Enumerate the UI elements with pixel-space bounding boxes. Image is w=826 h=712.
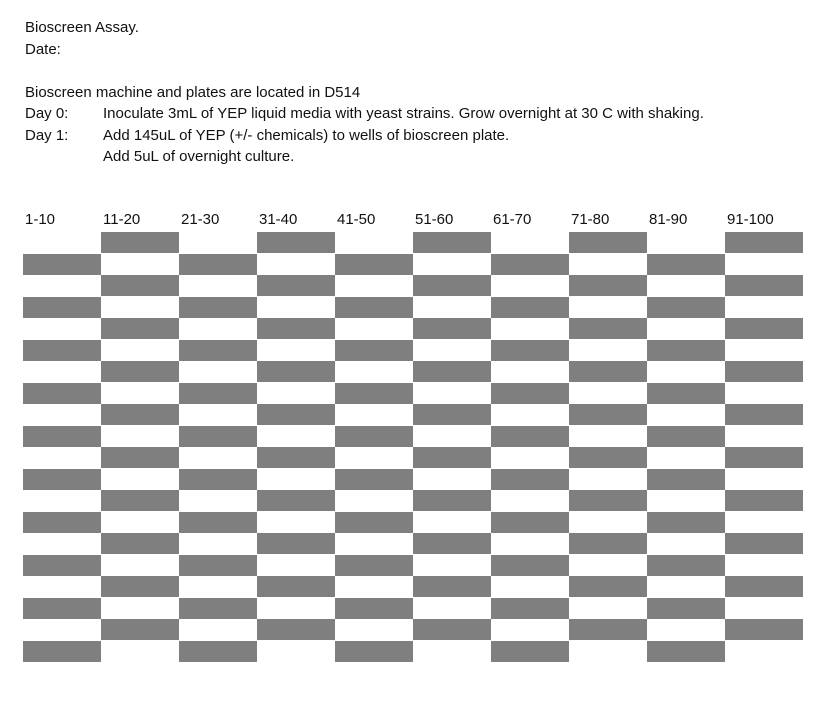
plate-well-shaded bbox=[23, 297, 101, 318]
plate-well-shaded bbox=[413, 533, 491, 554]
plate-well-shaded bbox=[413, 232, 491, 253]
plate-well-shaded bbox=[569, 318, 647, 339]
plate-well-shaded bbox=[491, 340, 569, 361]
plate-well-shaded bbox=[23, 555, 101, 576]
plate-well-shaded bbox=[647, 469, 725, 490]
plate-well-shaded bbox=[413, 318, 491, 339]
plate-well-shaded bbox=[335, 469, 413, 490]
plate-well-shaded bbox=[725, 576, 803, 597]
plate-well-shaded bbox=[725, 361, 803, 382]
plate-well-shaded bbox=[335, 340, 413, 361]
plate-well-shaded bbox=[101, 533, 179, 554]
plate-well-shaded bbox=[23, 512, 101, 533]
plate-well-shaded bbox=[257, 404, 335, 425]
plate-well-shaded bbox=[257, 619, 335, 640]
plate-column-header: 31-40 bbox=[259, 211, 298, 228]
plate-well-shaded bbox=[413, 576, 491, 597]
plate-well-shaded bbox=[569, 232, 647, 253]
plate-column-header: 71-80 bbox=[571, 211, 610, 228]
plate-well-shaded bbox=[491, 469, 569, 490]
plate-well-shaded bbox=[647, 641, 725, 662]
plate-column-header: 61-70 bbox=[493, 211, 532, 228]
plate-well-shaded bbox=[647, 598, 725, 619]
plate-well-shaded bbox=[335, 598, 413, 619]
plate-well-shaded bbox=[179, 254, 257, 275]
plate-well-shaded bbox=[101, 404, 179, 425]
plate-well-shaded bbox=[257, 533, 335, 554]
plate-well-shaded bbox=[23, 254, 101, 275]
plate-well-shaded bbox=[569, 619, 647, 640]
plate-well-shaded bbox=[257, 232, 335, 253]
plate-well-shaded bbox=[569, 447, 647, 468]
plate-well-shaded bbox=[569, 404, 647, 425]
plate-well-shaded bbox=[179, 555, 257, 576]
plate-well-shaded bbox=[725, 533, 803, 554]
plate-well-shaded bbox=[257, 361, 335, 382]
plate-well-shaded bbox=[335, 641, 413, 662]
plate-well-shaded bbox=[23, 469, 101, 490]
plate-well-shaded bbox=[569, 275, 647, 296]
plate-well-shaded bbox=[179, 426, 257, 447]
step-day-label: Day 1: bbox=[25, 127, 69, 144]
plate-well-shaded bbox=[647, 383, 725, 404]
plate-well-shaded bbox=[647, 297, 725, 318]
plate-well-shaded bbox=[491, 555, 569, 576]
location-note: Bioscreen machine and plates are located in D514 bbox=[25, 84, 361, 101]
plate-well-shaded bbox=[335, 512, 413, 533]
plate-well-shaded bbox=[257, 490, 335, 511]
plate-well-shaded bbox=[491, 512, 569, 533]
step-instruction: Inoculate 3mL of YEP liquid media with yeast strains. Grow overnight at 30 C with shaking. bbox=[103, 105, 704, 122]
plate-well-shaded bbox=[257, 275, 335, 296]
plate-well-shaded bbox=[179, 340, 257, 361]
plate-well-shaded bbox=[725, 318, 803, 339]
plate-well-shaded bbox=[413, 361, 491, 382]
plate-well-shaded bbox=[413, 447, 491, 468]
plate-well-shaded bbox=[257, 447, 335, 468]
plate-well-shaded bbox=[647, 555, 725, 576]
plate-well-shaded bbox=[101, 275, 179, 296]
plate-well-shaded bbox=[179, 383, 257, 404]
plate-well-shaded bbox=[23, 641, 101, 662]
plate-well-shaded bbox=[23, 598, 101, 619]
plate-well-shaded bbox=[725, 447, 803, 468]
plate-well-shaded bbox=[23, 426, 101, 447]
plate-column-header: 51-60 bbox=[415, 211, 454, 228]
plate-well-shaded bbox=[179, 641, 257, 662]
plate-well-shaded bbox=[413, 404, 491, 425]
plate-well-shaded bbox=[179, 512, 257, 533]
plate-well-shaded bbox=[335, 383, 413, 404]
plate-well-shaded bbox=[335, 297, 413, 318]
document-title: Bioscreen Assay. bbox=[25, 19, 139, 36]
plate-well-shaded bbox=[335, 555, 413, 576]
plate-well-shaded bbox=[569, 533, 647, 554]
plate-well-shaded bbox=[179, 297, 257, 318]
plate-well-shaded bbox=[569, 361, 647, 382]
plate-well-shaded bbox=[101, 318, 179, 339]
plate-column-header: 91-100 bbox=[727, 211, 774, 228]
plate-well-shaded bbox=[491, 598, 569, 619]
plate-well-shaded bbox=[725, 404, 803, 425]
plate-well-shaded bbox=[725, 619, 803, 640]
step-instruction: Add 5uL of overnight culture. bbox=[103, 148, 295, 165]
plate-well-shaded bbox=[335, 254, 413, 275]
plate-well-shaded bbox=[413, 619, 491, 640]
plate-well-shaded bbox=[725, 275, 803, 296]
plate-column-header: 41-50 bbox=[337, 211, 376, 228]
plate-well-shaded bbox=[647, 340, 725, 361]
plate-well-shaded bbox=[413, 275, 491, 296]
plate-well-shaded bbox=[101, 490, 179, 511]
plate-column-header: 81-90 bbox=[649, 211, 688, 228]
step-instruction: Add 145uL of YEP (+/- chemicals) to wells of bioscreen plate. bbox=[103, 127, 510, 144]
plate-well-shaded bbox=[335, 426, 413, 447]
plate-well-shaded bbox=[179, 469, 257, 490]
plate-well-shaded bbox=[413, 490, 491, 511]
plate-well-shaded bbox=[725, 490, 803, 511]
plate-well-shaded bbox=[23, 383, 101, 404]
plate-well-shaded bbox=[491, 426, 569, 447]
plate-well-shaded bbox=[569, 490, 647, 511]
plate-well-shaded bbox=[23, 340, 101, 361]
plate-column-header: 1-10 bbox=[25, 211, 56, 228]
plate-well-shaded bbox=[491, 383, 569, 404]
step-day-label: Day 0: bbox=[25, 105, 69, 122]
plate-well-shaded bbox=[101, 447, 179, 468]
plate-well-shaded bbox=[101, 361, 179, 382]
plate-well-shaded bbox=[101, 619, 179, 640]
plate-column-header: 21-30 bbox=[181, 211, 220, 228]
plate-well-shaded bbox=[101, 232, 179, 253]
date-label: Date: bbox=[25, 41, 61, 58]
plate-well-shaded bbox=[101, 576, 179, 597]
plate-column-header: 11-20 bbox=[103, 211, 141, 228]
plate-well-shaded bbox=[257, 576, 335, 597]
plate-well-shaded bbox=[491, 297, 569, 318]
plate-well-shaded bbox=[491, 641, 569, 662]
plate-well-shaded bbox=[179, 598, 257, 619]
plate-well-shaded bbox=[725, 232, 803, 253]
plate-well-shaded bbox=[569, 576, 647, 597]
plate-well-shaded bbox=[647, 426, 725, 447]
plate-well-shaded bbox=[647, 512, 725, 533]
plate-well-shaded bbox=[647, 254, 725, 275]
plate-well-shaded bbox=[257, 318, 335, 339]
plate-well-shaded bbox=[491, 254, 569, 275]
